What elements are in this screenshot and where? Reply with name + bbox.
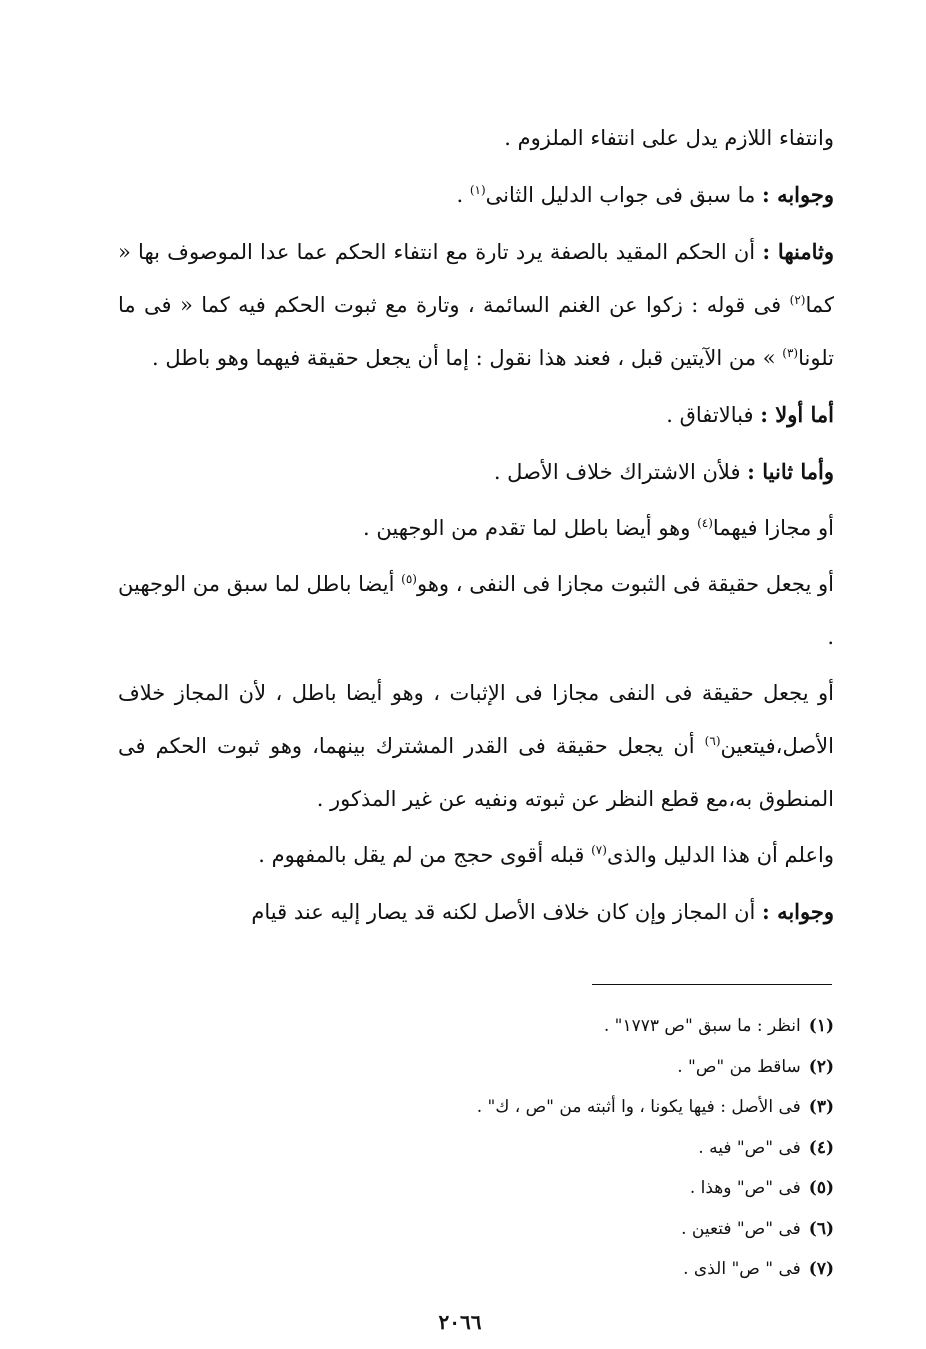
paragraph — [118, 885, 834, 939]
footnote — [300, 1128, 834, 1169]
paragraph — [118, 667, 834, 826]
paragraph-lead: وأما ثانيا : — [747, 459, 834, 484]
footnote — [300, 1249, 834, 1290]
footnote-marker: (١) — [469, 183, 486, 197]
paragraph-text: أو مجازا فيهما — [712, 516, 834, 540]
footnote-number: (١) — [808, 1016, 834, 1036]
paragraph — [118, 445, 834, 499]
footnote — [300, 1047, 834, 1088]
footnote-text: فى الأصل : فيها يكونا ، وا أثبته من "ص ، ك" . — [476, 1097, 801, 1117]
footnote-separator — [592, 984, 832, 985]
paragraph-text: ما سبق فى جواب الدليل الثانى — [485, 183, 763, 207]
paragraph-lead: وثامنها : — [762, 239, 834, 264]
paragraph-lead: أما أولا : — [760, 402, 834, 427]
footnote — [300, 1209, 834, 1250]
paragraph-lead: وجوابه : — [762, 182, 834, 207]
paragraph-text: أو يجعل حقيقة فى النفى مجازا فى الإثبات ، وهو أيضا باطل ، لأن المجاز خلاف الأصل،فيتعين — [118, 681, 834, 758]
paragraph — [118, 168, 834, 222]
paragraph — [118, 502, 834, 555]
footnote-number: (٦) — [808, 1218, 834, 1239]
page-number: ٢٠٦٦ — [438, 1310, 482, 1334]
footnote-number: (٧) — [808, 1259, 834, 1279]
paragraph — [118, 388, 834, 442]
paragraph — [118, 558, 834, 664]
footnote-text: فى "ص" فيه . — [698, 1137, 801, 1158]
footnote-text: فى "ص" وهذا . — [689, 1178, 801, 1198]
footnote-text: انظر : ما سبق "ص ١٧٧٣" . — [603, 1016, 801, 1036]
paragraph-text: وهو أيضا باطل لما تقدم من الوجهين . — [363, 516, 698, 540]
paragraph-text: أيضا باطل لما سبق من الوجهين . — [118, 572, 834, 649]
footnote-number: (٤) — [808, 1137, 834, 1158]
footnote-marker: (٦) — [704, 734, 721, 748]
paragraph-text: أن يجعل حقيقة فى القدر المشترك بينهما، وهو ثبوت الحكم فى المنطوق به،مع قطع النظر عن ثبوته ونفيه عن غير المذكور . — [118, 734, 834, 811]
footnote — [300, 1006, 834, 1047]
paragraph-text: أن الحكم المقيد بالصفة يرد تارة مع انتفاء الحكم عما عدا الموصوف بها « كما — [118, 240, 834, 317]
paragraph-lead: وجوابه : — [762, 899, 834, 924]
footnote-text: ساقط من "ص" . — [677, 1056, 801, 1077]
footnote-marker: (٤) — [697, 516, 713, 530]
footnote-marker: (٢) — [789, 293, 806, 307]
paragraph-text: وانتفاء اللازم يدل على انتفاء الملزوم . — [504, 126, 834, 150]
footnote — [300, 1168, 834, 1209]
paragraph-text: واعلم أن هذا الدليل والذى — [606, 843, 834, 867]
paragraph — [118, 829, 834, 882]
footnote-number: (٣) — [808, 1097, 834, 1117]
main-text — [118, 112, 834, 942]
paragraph-text: فى قوله : زكوا عن الغنم السائمة ، وتارة مع ثبوت الحكم فيه كما « فى ما تلونا — [118, 293, 834, 370]
paragraph-text: قبله أقوى حجج من لم يقل بالمفهوم . — [258, 843, 592, 867]
paragraph-text: . — [456, 183, 470, 207]
footnotes — [300, 1006, 834, 1290]
paragraph-text: فلأن الاشتراك خلاف الأصل . — [493, 460, 748, 484]
footnote-marker: (٧) — [591, 843, 607, 857]
footnote-marker: (٥) — [401, 572, 417, 586]
footnote-number: (٢) — [808, 1056, 834, 1077]
footnote-text: فى "ص" فتعين . — [681, 1218, 801, 1239]
paragraph-text: أن المجاز وإن كان خلاف الأصل لكنه قد يصار إليه عند قيام — [251, 900, 763, 924]
footnote-marker: (٣) — [782, 346, 799, 360]
footnote-number: (٥) — [808, 1178, 834, 1198]
paragraph-text: » من الآيتين قبل ، فعند هذا نقول : إما أن يجعل حقيقة فيهما وهو باطل . — [152, 346, 783, 370]
paragraph-text: فبالاتفاق . — [666, 403, 761, 427]
footnote-text: فى " ص" الذى . — [683, 1259, 801, 1279]
paragraph — [118, 225, 834, 385]
paragraph — [118, 112, 834, 165]
paragraph-text: أو يجعل حقيقة فى الثبوت مجازا فى النفى ، وهو — [416, 572, 835, 596]
footnote — [300, 1087, 834, 1128]
